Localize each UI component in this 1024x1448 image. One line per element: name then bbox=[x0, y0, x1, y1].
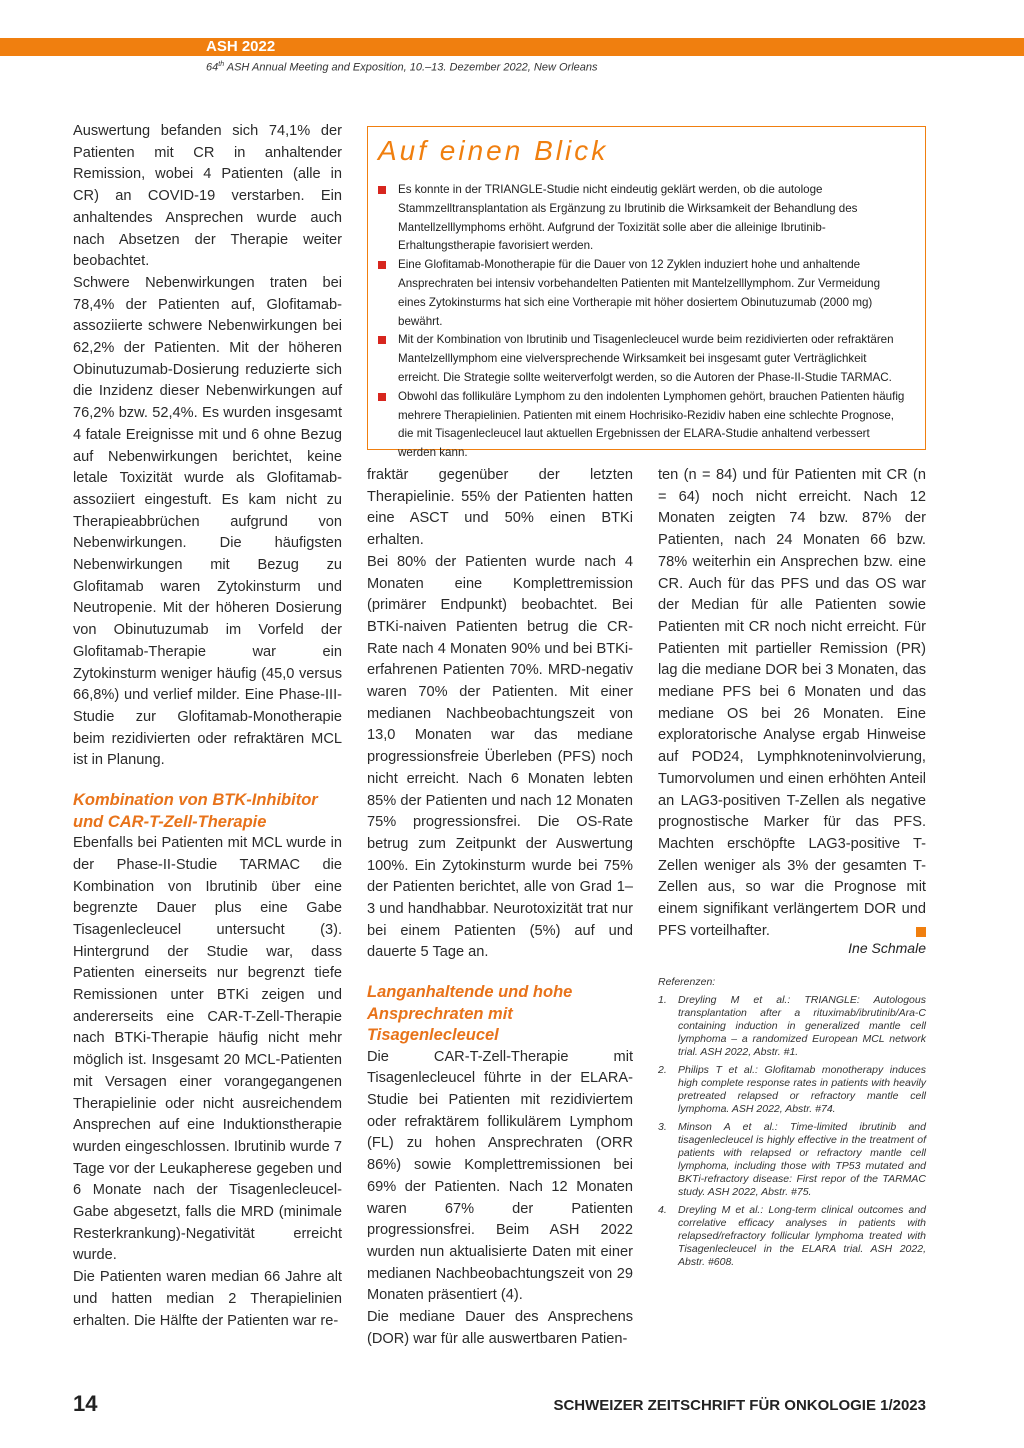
header-bar bbox=[0, 38, 1024, 56]
summary-item-text: Mit der Kombination von Ibrutinib und Tisagenlecleucel wurde beim rezidivierten oder refraktären Mantelzelllymphom eine vielversprechende Wirksamkeit bei insgesamt guter Verträglichkeit erreicht. Die Strategie sollte weiterverfolgt werden, so die Autoren der Phase-II-Studie TARMAC. bbox=[398, 333, 894, 384]
reference-item bbox=[658, 994, 926, 1059]
header-subtitle-sup: th bbox=[218, 61, 225, 68]
reference-number: 4. bbox=[658, 1204, 667, 1216]
header-subtitle bbox=[206, 61, 598, 74]
summary-item-text: Obwohl das follikuläre Lymphom zu den indolenten Lymphomen gehört, brauchen Patienten häufig mehrere Therapielinien. Patienten mit einem Hochrisiko-Rezidiv haben eine schlechte Prognose, die mit Tisagenlecleucel laut aktuellen Ergebnissen der ELARA-Studie anhaltend verbessert werden kann. bbox=[398, 389, 905, 460]
paragraph: Die CAR-T-Zell-Therapie mit Tisagenlecleucel führte in der ELARA-Studie bei Patienten mit rezidiviertem oder refraktärem follikulärem Lymphom (FL) zu hohen Ansprechraten (ORR 86%) sowie Komplettremissionen bei 69% der Patienten. Nach 12 Monaten waren 67% der Patienten progressionsfrei. Beim ASH 2022 wurden nun aktualisierte Daten mit einer medianen Nachbeobachtungszeit von 29 Monaten präsentiert (4). bbox=[367, 1048, 633, 1304]
bullet-icon bbox=[378, 261, 386, 269]
reference-number: 3. bbox=[658, 1121, 667, 1133]
event-title: ASH 2022 bbox=[206, 38, 276, 55]
paragraph: fraktär gegenüber der letzten Therapielinie. 55% der Patienten hatten eine ASCT und 50% einen BTKi erhalten. bbox=[367, 467, 633, 549]
references bbox=[658, 976, 926, 1274]
bullet-icon bbox=[378, 186, 386, 194]
summary-item-text: Eine Glofitamab-Monotherapie für die Dauer von 12 Zyklen induziert hohe und anhaltende Ansprechraten bei intensiv vorbehandelten Patienten mit Mantelzelllymphom. Zur Vermeidung eines Zytokinsturms hat sich eine Vortherapie mit höher dosiertem Obinutuzumab (2000 mg) bewährt. bbox=[398, 258, 881, 328]
summary-item bbox=[378, 388, 908, 463]
paragraph: Auswertung befanden sich 74,1% der Patienten mit CR in anhaltender Remission, wobei 4 Patienten (alle in CR) an COVID-19 verstarben. Ein anhaltendes Ansprechen wurde auch nach Absetzen der Therapie weiter beobachtet. bbox=[73, 123, 342, 270]
reference-text: Minson A et al.: Time-limited ibrutinib and tisagenlecleucel is highly effective in the treatment of patients with relapsed or refractory mantle cell lymphoma, including those with TP53 mutated and BKTi-refractory disease: First repor of the TARMAC study. ASH 2022, Abstr. #75. bbox=[678, 1121, 926, 1198]
section-heading: Langanhaltende und hohe Ansprechraten mit Tisagenlecleucel bbox=[367, 983, 573, 1045]
author: Ine Schmale bbox=[848, 940, 926, 956]
section-heading: Kombination von BTK-Inhibitor und CAR-T-Zell-Therapie bbox=[73, 791, 318, 831]
page-number: 14 bbox=[73, 1391, 98, 1416]
reference-text: Dreyling M et al.: Long-term clinical outcomes and correlative efficacy analyses in patients with relapsed/refractory follicular lymphoma treated with Tisagenlecleucel in the ELARA trial. ASH 2022, Abstr. #608. bbox=[678, 1204, 926, 1268]
bullet-icon bbox=[378, 393, 386, 401]
bullet-icon bbox=[378, 336, 386, 344]
reference-item bbox=[658, 1064, 926, 1116]
summary-item bbox=[378, 256, 908, 331]
paragraph bbox=[658, 465, 926, 942]
summary-item bbox=[378, 181, 908, 256]
reference-item bbox=[658, 1121, 926, 1199]
column-2 bbox=[367, 465, 633, 1351]
references-title: Referenzen: bbox=[658, 976, 716, 988]
summary-box-title: Auf einen Blick bbox=[378, 135, 609, 166]
column-3 bbox=[658, 465, 926, 942]
reference-text: Philips T et al.: Glofitamab monotherapy induces high complete response rates in patients with heavily pretreated relapsed or refractory mantle cell lymphoma. ASH 2022, Abstr. #74. bbox=[678, 1064, 926, 1115]
references-list bbox=[658, 994, 926, 1269]
summary-list bbox=[378, 181, 908, 463]
column-1 bbox=[73, 121, 342, 1332]
summary-item-text: Es konnte in der TRIANGLE-Studie nicht eindeutig geklärt werden, ob die autologe Stammzelltransplantation als Ergänzung zu Ibrutinib die Wirksamkeit der Behandlung des Mantellzelllymphoms erhöht. Aufgrund der Toxizität solle aber die alleinige Ibrutinib-Erhaltungstherapie favorisiert werden. bbox=[398, 183, 858, 253]
paragraph: Bei 80% der Patienten wurde nach 4 Monaten eine Komplettremission (primärer Endpunkt) beobachtet. Bei BTKi-naiven Patienten betrug die CR-Rate nach 4 Monaten 90% und bei BTKi-erfahrenen Patienten 70%. MRD-negativ waren 70% der Patienten. Mit einer medianen Nachbeobachtungszeit von 13,0 Monaten war das mediane progressionsfreie Überleben (PFS) noch nicht erreicht. Nach 6 Monaten lebten 85% der Patienten und nach 12 Monaten 75% progressionsfrei. Die OS-Rate betrug zum Zeitpunkt der Auswertung 100%. Ein Zytokinsturm wurde bei 75% der Patienten berichtet, alle von Grad 1–3 und handhabbar. Neurotoxizität trat nur bei einem Patienten (5%) auf und dauerte 5 Tage an. bbox=[367, 553, 633, 961]
paragraph: Die Patienten waren median 66 Jahre alt und hatten median 2 Therapielinien erhalten. Die Hälfte der Patienten war re- bbox=[73, 1269, 342, 1329]
header-subtitle-number: 64 bbox=[206, 61, 219, 74]
paragraph: Schwere Nebenwirkungen traten bei 78,4% der Patienten auf, Glofitamab-assoziierte schwere Nebenwirkungen bei 62,2% der Patienten. Mit der höheren Obinutuzumab-Dosierung reduzierte sich die Inzidenz dieser Nebenwirkungen auf 76,2% bzw. 52,4%. Es wurden insgesamt 4 fatale Ereignisse mit und 6 ohne Bezug auf Nebenwirkungen berichtet, keine letale Toxizität wurde als Glofitamab-assoziiert eingestuft. Es kam nicht zu Therapieabbrüchen aufgrund von Nebenwirkungen. Die häufigsten Nebenwirkungen mit Bezug zu Glofitamab waren Zytokinsturm und Neutropenie. Mit der höheren Dosierung von Obinutuzumab im Vorfeld der Glofitamab-Therapie war ein Zytokinsturm weniger häufig (45,0 versus 66,8%) und verlief milder. Eine Phase-III-Studie zur Glofitamab-Monotherapie beim rezidivierten oder refraktären MCL ist in Planung. bbox=[73, 274, 342, 769]
paragraph: Ebenfalls bei Patienten mit MCL wurde in der Phase-II-Studie TARMAC die Kombination von Ibrutinib über eine begrenzte Dauer plus eine Gabe Tisagenlecleucel untersucht (3). Hintergrund der Studie war, dass Patienten einerseits nur begrenzt tiefe Remissionen unter BTKi zeigen und andererseits eine CAR-T-Zell-Therapie nach BTKi-Therapie häufig nicht mehr möglich ist. Insgesamt 20 MCL-Patienten mit Versagen einer vorangegangenen Therapielinie oder nicht ausreichendem Ansprechen auf eine Induktionstherapie wurden eingeschlossen. Ibrutinib wurde 7 Tage vor der Leukapherese gegeben und 6 Monate nach der Tisagenlecleucel-Gabe abgesetzt, falls die MRD (minimale Resterkrankung)-Negativität erreicht wurde. bbox=[73, 835, 342, 1264]
header-subtitle-text: ASH Annual Meeting and Exposition, 10.–13. Dezember 2022, New Orleans bbox=[224, 61, 598, 74]
paragraph: Die mediane Dauer des Ansprechens (DOR) war für alle auswertbaren Patien- bbox=[367, 1309, 633, 1347]
end-mark-icon bbox=[916, 927, 926, 937]
summary-item bbox=[378, 331, 908, 387]
summary-box bbox=[367, 126, 926, 460]
journal-title: SCHWEIZER ZEITSCHRIFT FÜR ONKOLOGIE 1/2023 bbox=[553, 1397, 926, 1414]
reference-number: 1. bbox=[658, 994, 667, 1006]
reference-item bbox=[658, 1204, 926, 1269]
reference-text: Dreyling M et al.: TRIANGLE: Autologous transplantation after a rituximab/ibrutinib/Ara-C containing induction in generalized mantle cell lymphoma – a randomized European MCL network trial. ASH 2022, Abstr. #1. bbox=[678, 994, 926, 1058]
reference-number: 2. bbox=[658, 1064, 667, 1076]
paragraph-text: ten (n = 84) und für Patienten mit CR (n = 64) noch nicht erreicht. Nach 12 Monaten zeigten 74 bzw. 87% der Patienten, nach 24 Monaten 66 bzw. 78% weiterhin ein Ansprechen bzw. eine CR. Auch für das PFS und das OS war der Median für alle Patienten sowie Patienten mit CR noch nicht erreicht. Für Patienten mit partieller Remission (PR) lag die mediane DOR bei 3 Monaten, das mediane PFS bei 6 Monaten und das mediane OS bei 26 Monaten. Eine exploratorische Analyse ergab Hinweise auf POD24, Lymphknoteninvolvierung, Tumorvolumen und einen erhöhten Anteil an LAG3-positiven T-Zellen als negative prognostische Marker für das PFS. Machten erschöpfte LAG3-positive T-Zellen weniger als 3% der gesamten T-Zellen aus, so war die Prognose mit einem signifikant verlängertem DOR und PFS vorteilhafter. bbox=[658, 467, 926, 939]
